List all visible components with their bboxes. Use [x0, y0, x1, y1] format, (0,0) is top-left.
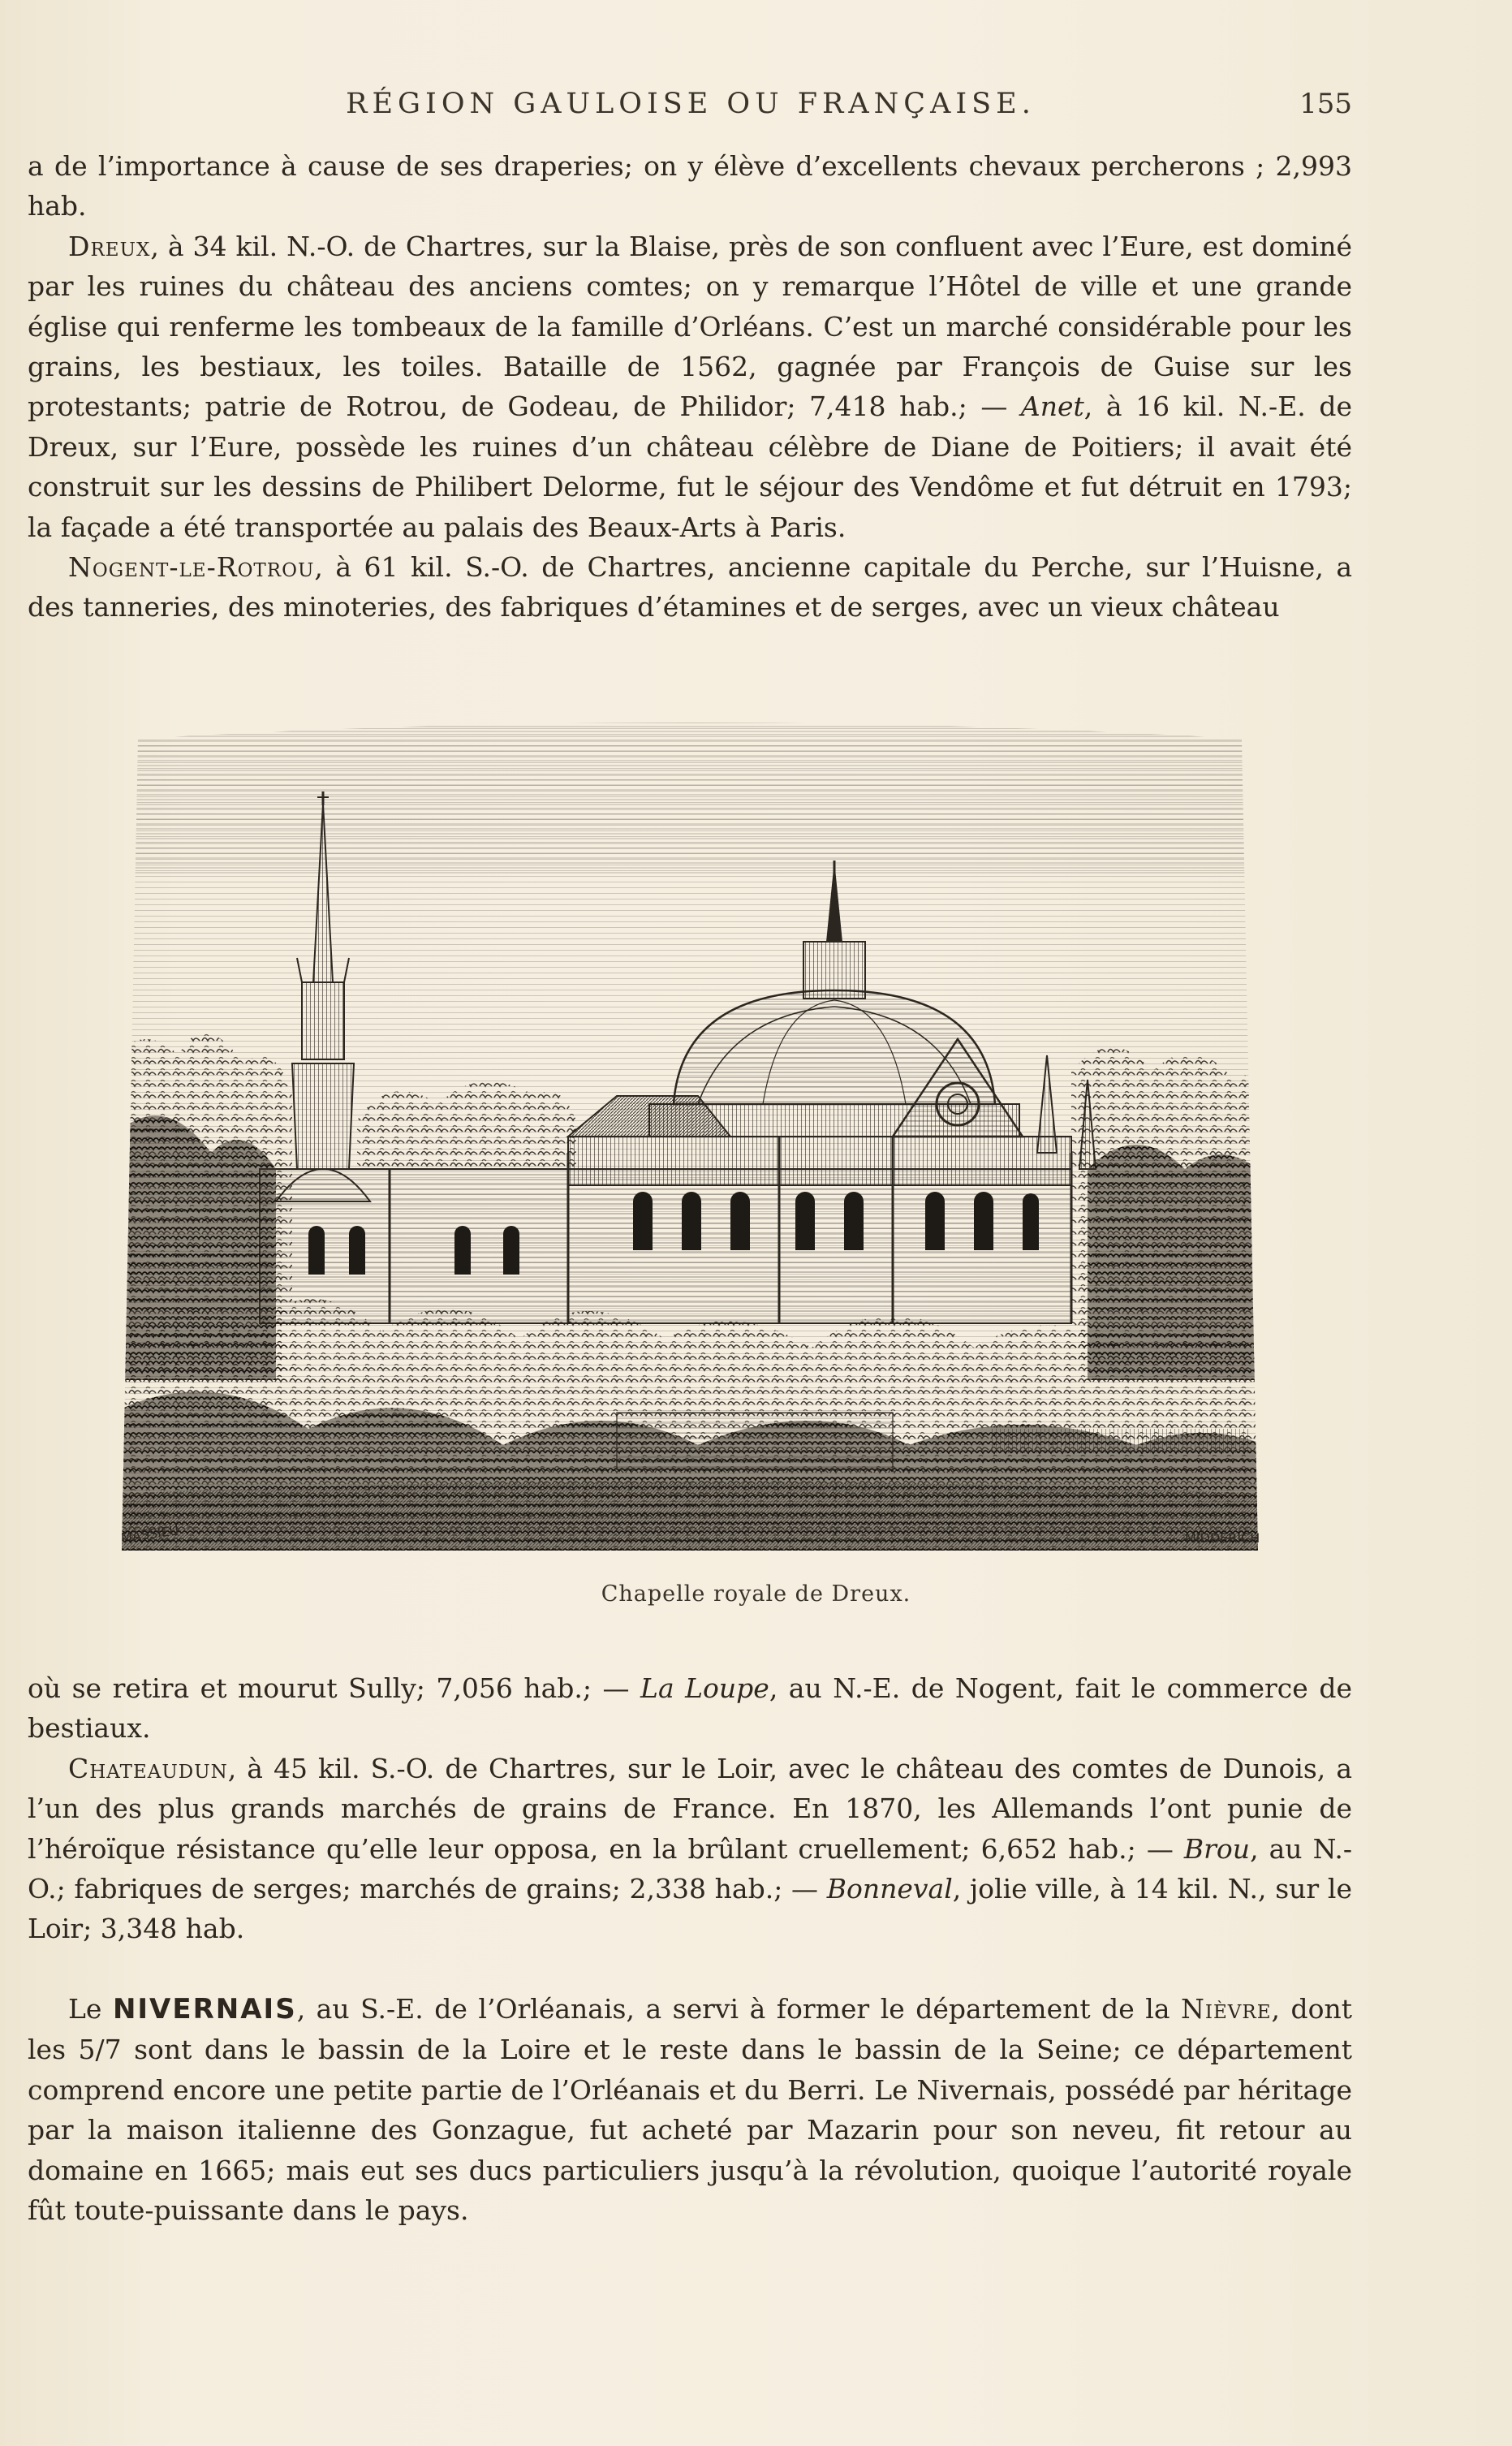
- paragraph-sully: [28, 1668, 1352, 1749]
- figure-caption: Chapelle royale de Dreux.: [601, 1581, 911, 1607]
- paragraph-dreux: [28, 226, 1352, 547]
- place-name-la-loupe: La Loupe: [640, 1672, 769, 1704]
- paragraph-nogent: [28, 547, 1352, 628]
- sully-text-b: , au N.-E. de Nogent, fait le commerce de bestiaux.: [28, 1672, 1352, 1745]
- place-name-bonneval: Bonneval: [826, 1873, 953, 1905]
- dreux-text-b: , à 16 kil. N.-E. de Dreux, sur l’Eure, possède les ruines d’un château célèbre de Diane de Poitiers; il avait été construit sur les dessins de Philibert Delorme, fut le séjour des Vendôme et fut détruit en 1793; la façade a été transportée au palais des Beaux-Arts à Paris.: [28, 390, 1352, 543]
- nivernais-text-pre: Le: [68, 1993, 113, 2025]
- chateaudun-text-c: , jolie ville, à 14 kil. N., sur le Loir; 3,348 hab.: [28, 1873, 1352, 1945]
- chateaudun-text-a: , à 45 kil. S.-O. de Chartres, sur le Loir, avec le château des comtes de Dunois, a l’un des plus grands marchés de grains de France. En 1870, les Allemands l’ont punie de l’héroïque résistance qu’elle leur opposa, en la brûlant cruellement; 6,652 hab.; —: [28, 1752, 1352, 1865]
- place-name-nogent: Nogent-le-Rotrou: [68, 551, 315, 584]
- nivernais-text-b: , dont les 5/7 sont dans le bassin de la Loire et le reste dans le bassin de la Seine; ce département comprend encore une petite partie de l’Orléanais et du Berri. Le Nivernais, possédé par héritage par la maison italienne des Gonzague, fut acheté par Mazarin pour son neveu, fit retour au domaine en 1665; mais eut ses ducs particuliers jusqu’à la révolution, quoique l’autorité royale fût toute-puissante dans le pays.: [28, 1993, 1352, 2227]
- engraver-signature-right: MIDDERICH: [1185, 1530, 1260, 1546]
- engraving-scene: [114, 714, 1266, 1559]
- nogent-text: , à 61 kil. S.-O. de Chartres, ancienne capitale du Perche, sur l’Huisne, a des tanneries, des minoteries, des fabriques d’étamines et de serges, avec un vieux château: [28, 551, 1352, 623]
- paragraph-nivernais: [28, 1989, 1352, 2230]
- engraving-illustration: [114, 714, 1266, 1559]
- engraver-signature-left: MASSIEU: [119, 1522, 180, 1546]
- department-name-nievre: Nièvre: [1181, 1993, 1272, 2025]
- paragraph-drapery: a de l’importance à cause de ses draperies; on y élève d’excellents chevaux percherons ; 2,993 hab.: [28, 150, 1352, 222]
- trees-right: [1071, 1047, 1266, 1380]
- region-name-nivernais: NIVERNAIS: [112, 1993, 297, 2025]
- upper-sky: [114, 714, 1266, 877]
- dreux-text-a: , à 34 kil. N.-O. de Chartres, sur la Blaise, près de son confluent avec l’Eure, est dominé par les ruines du château des anciens comtes; on y remarque l’Hôtel de ville et une grande église qui renferme les tombeaux de la famille d’Orléans. C’est un marché considérable pour les grains, les bestiaux, les toiles. Bataille de 1562, gagnée par François de Guise sur les protestants; patrie de Rotrou, de Godeau, de Philidor; 7,418 hab.; —: [28, 230, 1352, 423]
- engraving-chapelle-royale: [114, 714, 1266, 1559]
- text-block-bottom: [28, 1989, 1352, 2230]
- text-block-middle: [28, 1668, 1352, 1949]
- place-name-chateaudun: Chateaudun: [68, 1752, 228, 1784]
- running-head: [29, 88, 1352, 128]
- running-title: RÉGION GAULOISE OU FRANÇAISE.: [346, 88, 1036, 120]
- place-name-anet: Anet: [1020, 390, 1084, 423]
- page-number: 155: [1299, 88, 1352, 120]
- text-block-top: [28, 146, 1352, 628]
- paragraph-chateaudun: [28, 1749, 1352, 1949]
- sully-text-a: où se retira et mourut Sully; 7,056 hab.; —: [28, 1672, 641, 1704]
- place-name-dreux: Dreux: [68, 230, 151, 262]
- nivernais-text-a: , au S.-E. de l’Orléanais, a servi à former le département de la: [296, 1993, 1182, 2025]
- place-name-brou: Brou: [1183, 1832, 1251, 1865]
- trees-behind: [357, 1081, 576, 1169]
- chateaudun-text-b: , au N.-O.; fabriques de serges; marchés de grains; 2,338 hab.; —: [28, 1832, 1352, 1905]
- foreground-foliage: [114, 1299, 1266, 1559]
